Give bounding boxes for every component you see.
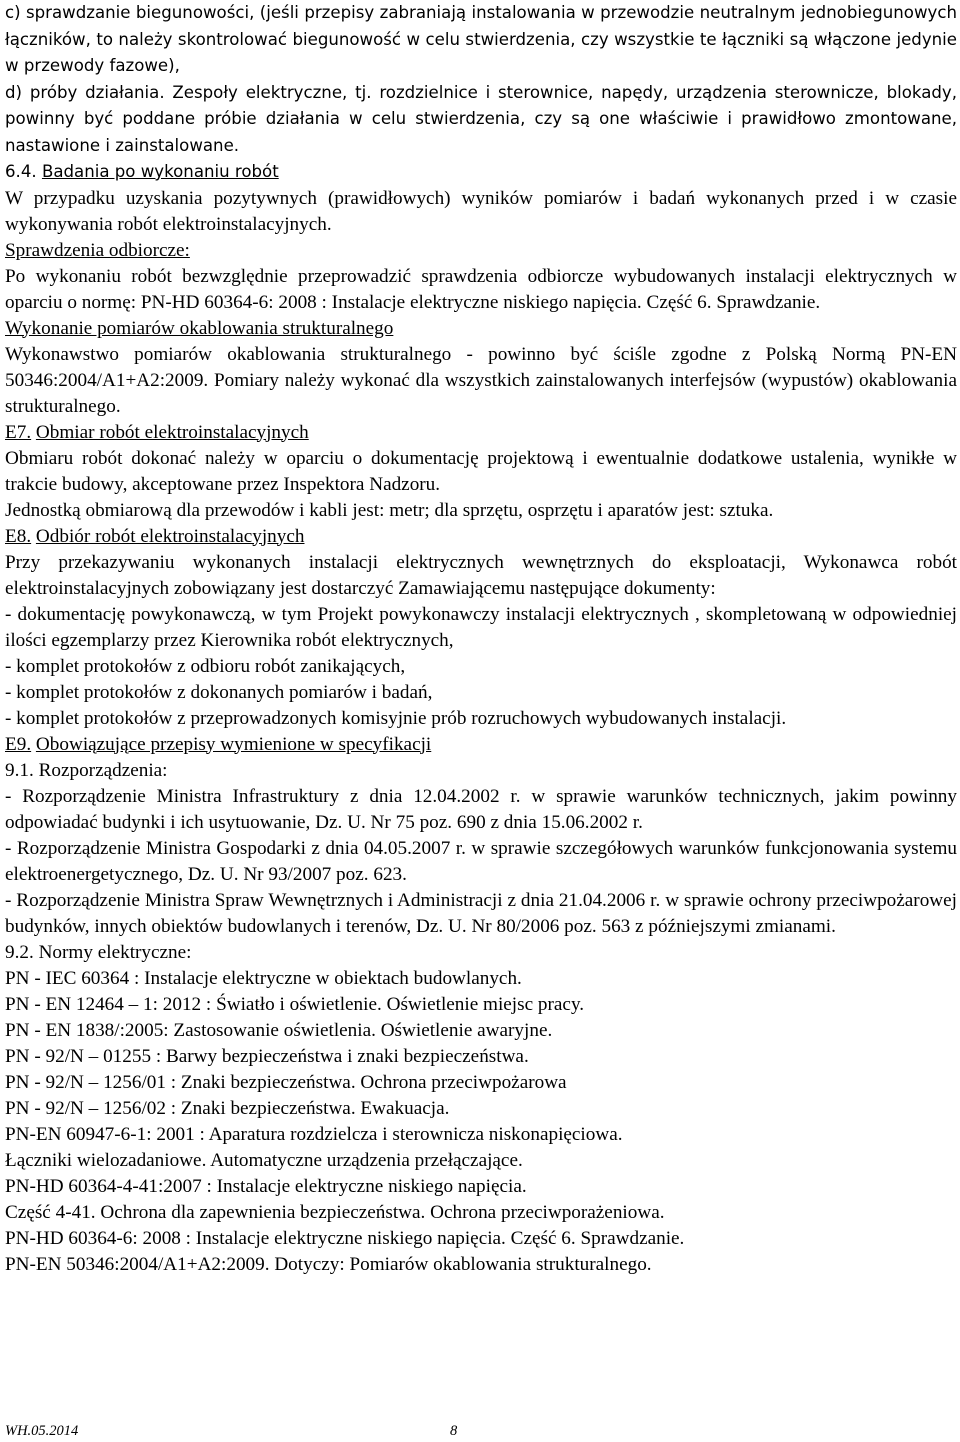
okablowanie-title: Wykonanie pomiarów okablowania strukturalnego	[5, 317, 394, 339]
page-number: 8	[450, 1423, 458, 1439]
e9-subheading-1: 9.1. Rozporządzenia:	[5, 759, 168, 781]
okablowanie-heading	[5, 316, 957, 342]
regulation-1: - Rozporządzenie Ministra Infrastruktury z dnia 12.04.2002 r. w sprawie warunków technicznych, jakim powinny odpowiadać budynki i ich usytuowanie, Dz. U. Nr 75 poz. 690 z dnia 15.06.2002 r.	[5, 785, 957, 833]
e8-item-4: - komplet protokołów z przeprowadzonych komisyjnie prób rozruchowych wybudowanych instalacji.	[5, 707, 787, 729]
norm-item: PN - EN 1838/:2005: Zastosowanie oświetlenia. Oświetlenie awaryjne.	[5, 1019, 553, 1041]
norm-item: Łączniki wielozadaniowe. Automatyczne urządzenia przełączające.	[5, 1149, 523, 1171]
item-d-paragraph: d) próby działania. Zespoły elektryczne, tj. rozdzielnice i sterownice, napędy, urządzenia sterownicze, blokady, powinny być poddane próbie działania w celu stwierdzenia, czy są one właściwie i prawidłowo zmontowane, nastawione i zainstalowane.	[5, 82, 957, 155]
regulation-3: - Rozporządzenie Ministra Spraw Wewnętrznych i Administracji z dnia 21.04.2006 r. w sprawie ochrony przeciwpożarowej budynków, innych obiektów budowlanych i terenów, Dz. U. Nr 80/2006 poz. 563 z późniejszymi zmianami.	[5, 889, 957, 937]
e7-heading	[5, 420, 957, 446]
norm-item: PN - 92/N – 01255 : Barwy bezpieczeństwa i znaki bezpieczeństwa.	[5, 1045, 529, 1067]
item-c-paragraph: c) sprawdzanie biegunowości, (jeśli przepisy zabraniają instalowania w przewodzie neutralnym jednobiegunowych łączników, to należy skontrolować biegunowość w celu stwierdzenia, czy wszystkie te łączniki są włączone jedynie w przewody fazowe),	[5, 3, 957, 75]
section-title: Badania po wykonaniu robót	[41, 162, 279, 181]
page-footer	[5, 1422, 475, 1440]
e9-heading	[5, 732, 957, 758]
section-6-4-heading	[5, 159, 957, 186]
norm-item: PN-HD 60364-4-41:2007 : Instalacje elektryczne niskiego napięcia.	[5, 1175, 527, 1197]
e9-subheading-2: 9.2. Normy elektryczne:	[5, 941, 192, 963]
footer-code: WH.05.2014	[5, 1423, 79, 1439]
e9-title: Obowiązujące przepisy wymienione w specyfikacji	[35, 733, 432, 755]
e7-number: E7.	[5, 421, 32, 443]
document-page	[5, 0, 957, 1278]
e7-text-1: Obmiaru robót dokonać należy w oparciu o dokumentację projektową i ewentualnie dodatkowe ustalenia, wynikłe w trakcie budowy, akceptowane przez Inspektora Nadzoru.	[5, 447, 957, 495]
norm-item: PN-EN 50346:2004/A1+A2:2009. Dotyczy: Pomiarów okablowania strukturalnego.	[5, 1253, 652, 1275]
norm-item: PN - EN 12464 – 1: 2012 : Światło i oświetlenie. Oświetlenie miejsc pracy.	[5, 993, 585, 1015]
e9-number: E9.	[5, 733, 32, 755]
e8-text: Przy przekazywaniu wykonanych instalacji elektrycznych wewnętrznych do eksploatacji, Wykonawca robót elektroinstalacyjnych zobowiązany jest dostarczyć Zamawiającemu następujące dokumenty:	[5, 551, 957, 599]
sprawdzenia-text: Po wykonaniu robót bezwzględnie przeprowadzić sprawdzenia odbiorcze wybudowanych instalacji elektrycznych w oparciu o normę: PN-HD 60364-6: 2008 : Instalacje elektryczne niskiego napięcia. Część 6. Sprawdzanie.	[5, 265, 957, 313]
e7-title: Obmiar robót elektroinstalacyjnych	[35, 421, 309, 443]
e8-item-1: - dokumentację powykonawczą, w tym Projekt powykonawczy instalacji elektrycznych , skompletowaną w odpowiedniej ilości egzemplarzy przez Kierownika robót elektrycznych,	[5, 603, 957, 651]
section-number: 6.4.	[5, 162, 37, 181]
e8-item-3: - komplet protokołów z dokonanych pomiarów i badań,	[5, 681, 433, 703]
norm-item: PN - IEC 60364 : Instalacje elektryczne w obiektach budowlanych.	[5, 967, 522, 989]
okablowanie-text: Wykonawstwo pomiarów okablowania strukturalnego - powinno być ściśle zgodne z Polską Normą PN-EN 50346:2004/A1+A2:2009. Pomiary należy wykonać dla wszystkich zainstalowanych interfejsów (wypustów) okablowania strukturalnego.	[5, 343, 957, 417]
norm-item: PN - 92/N – 1256/02 : Znaki bezpieczeństwa. Ewakuacja.	[5, 1097, 450, 1119]
norm-item: Część 4-41. Ochrona dla zapewnienia bezpieczeństwa. Ochrona przeciwporażeniowa.	[5, 1201, 665, 1223]
norm-item: PN - 92/N – 1256/01 : Znaki bezpieczeństwa. Ochrona przeciwpożarowa	[5, 1071, 567, 1093]
e8-title: Odbiór robót elektroinstalacyjnych	[35, 525, 305, 547]
e8-number: E8.	[5, 525, 32, 547]
regulation-2: - Rozporządzenie Ministra Gospodarki z dnia 04.05.2007 r. w sprawie szczegółowych warunków funkcjonowania systemu elektroenergetycznego, Dz. U. Nr 93/2007 poz. 623.	[5, 837, 957, 885]
sprawdzenia-title: Sprawdzenia odbiorcze:	[5, 239, 190, 261]
norm-item: PN-HD 60364-6: 2008 : Instalacje elektryczne niskiego napięcia. Część 6. Sprawdzanie.	[5, 1227, 685, 1249]
section-6-4-text: W przypadku uzyskania pozytywnych (prawidłowych) wyników pomiarów i badań wykonanych przed i w czasie wykonywania robót elektroinstalacyjnych.	[5, 187, 957, 235]
e8-item-2: - komplet protokołów z odbioru robót zanikających,	[5, 655, 406, 677]
e7-text-2: Jednostką obmiarową dla przewodów i kabli jest: metr; dla sprzętu, osprzętu i aparatów jest: sztuka.	[5, 499, 774, 521]
norm-item: PN-EN 60947-6-1: 2001 : Aparatura rozdzielcza i sterownicza niskonapięciowa.	[5, 1123, 623, 1145]
e8-heading	[5, 524, 957, 550]
sprawdzenia-heading	[5, 238, 957, 264]
